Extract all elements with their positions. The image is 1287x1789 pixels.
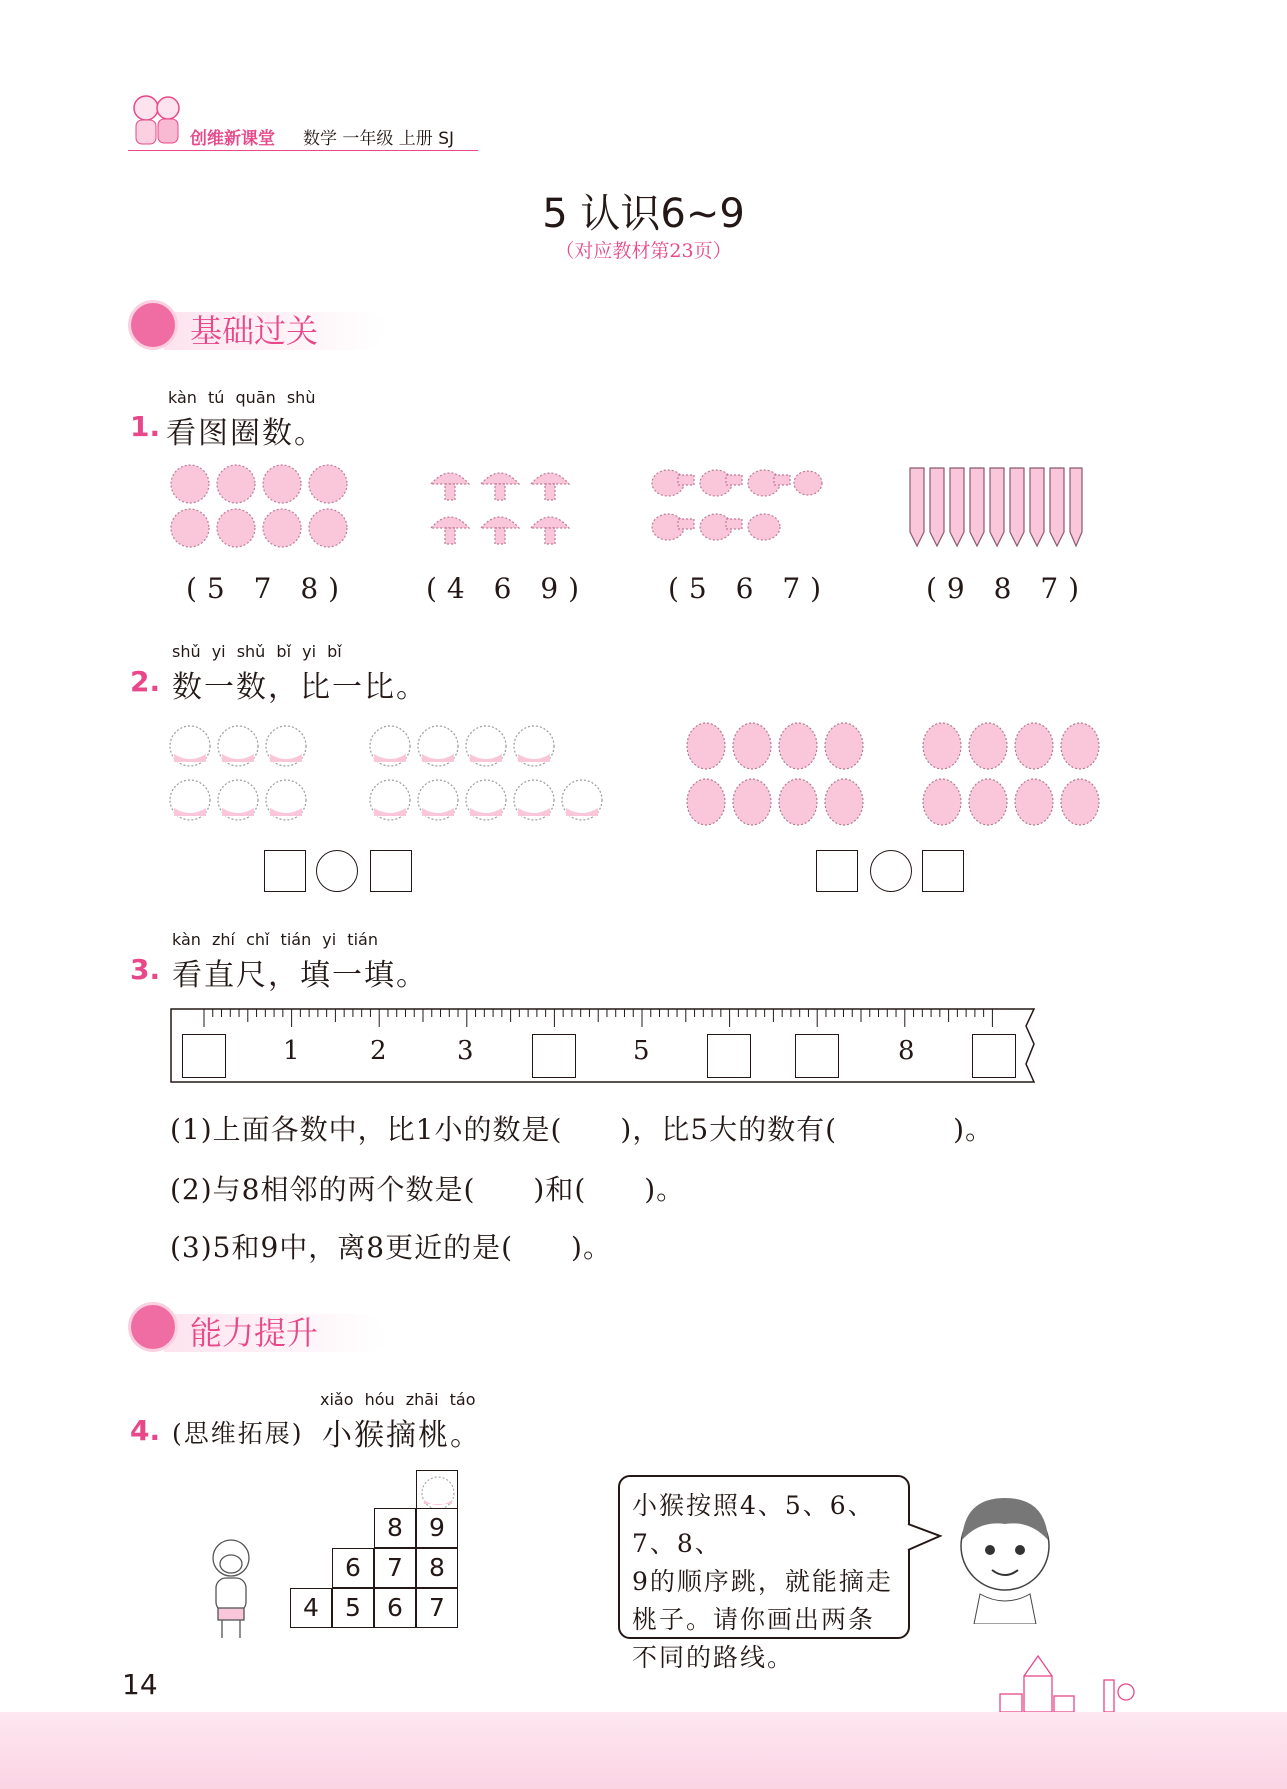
q2-pinyin: shǔ yi shǔ bǐ yi bǐ	[172, 642, 342, 661]
grid-cell[interactable]: 8	[416, 1548, 458, 1588]
pencil-group-icon	[908, 464, 1084, 550]
header-brand: 创维新课堂	[190, 129, 275, 149]
section-advanced	[128, 1302, 388, 1354]
section-basic-label: 基础过关	[190, 312, 319, 350]
grid-cell[interactable]: 6	[374, 1588, 416, 1628]
section-basic	[128, 300, 388, 352]
bubble-line-2: 9的顺序跳，就能摘走	[632, 1567, 893, 1596]
peach-group-right-icon	[366, 718, 606, 828]
q2-left-compare-circle[interactable]	[316, 850, 358, 892]
q2-text: 数一数，比一比。	[172, 670, 428, 705]
pinecone-group-right-icon	[920, 720, 1102, 828]
whistle-group-icon	[650, 465, 830, 549]
q1-choice-4[interactable]: (9 8 7)	[926, 572, 1090, 605]
q2-right-box-2[interactable]	[922, 850, 964, 892]
q2-right-box-1[interactable]	[816, 850, 858, 892]
speech-bubble	[618, 1475, 910, 1672]
page-number: 14	[122, 1668, 158, 1701]
grid-cell[interactable]: 9	[416, 1508, 458, 1548]
header-underline	[128, 150, 478, 151]
boy-icon	[950, 1484, 1060, 1624]
bubble-line-3: 桃子。请你画出两条	[632, 1605, 876, 1634]
q4-pinyin: xiǎo hóu zhāi táo	[320, 1390, 476, 1409]
grid-cell-peach	[416, 1470, 458, 1510]
ruler-label-5: 5	[633, 1036, 650, 1066]
page-subtitle: （对应教材第23页）	[555, 240, 732, 262]
q3-pinyin: kàn zhí chǐ tián yi tián	[172, 930, 378, 949]
grid-cell[interactable]: 6	[332, 1548, 374, 1588]
ruler-label-1: 1	[283, 1036, 300, 1066]
q1-text: 看图圈数。	[166, 416, 326, 451]
grid-cell[interactable]: 5	[332, 1588, 374, 1628]
number-grid	[290, 1470, 460, 1640]
grid-cell[interactable]: 4	[290, 1588, 332, 1628]
q4-text: 小猴摘桃。	[322, 1418, 482, 1453]
q2-left-box-2[interactable]	[370, 850, 412, 892]
ruler-box-9[interactable]	[972, 1034, 1016, 1078]
mushroom-group-icon	[426, 462, 576, 550]
mascot-badge-icon	[128, 1302, 178, 1352]
ruler-box-0[interactable]	[182, 1034, 226, 1078]
grid-cell[interactable]: 8	[374, 1508, 416, 1548]
grid-cell[interactable]: 7	[416, 1588, 458, 1628]
q4-number: 4.	[130, 1414, 161, 1447]
peach-group-left-icon	[168, 718, 312, 828]
q1-choice-2[interactable]: (4 6 9)	[426, 572, 590, 605]
ruler-label-8: 8	[898, 1036, 915, 1066]
monkey-icon	[196, 1536, 266, 1644]
bubble-line-4: 不同的路线。	[632, 1643, 795, 1672]
q1-choice-3[interactable]: (5 6 7)	[668, 572, 832, 605]
ruler-box-6[interactable]	[707, 1034, 751, 1078]
footer-band	[0, 1712, 1287, 1789]
ruler-label-2: 2	[370, 1036, 387, 1066]
q3-sub3: (3)5和9中，离8更近的是( )。	[170, 1231, 612, 1264]
q2-number: 2.	[130, 665, 161, 698]
q1-pinyin: kàn tú quān shù	[168, 388, 316, 407]
q3-text: 看直尺，填一填。	[172, 958, 428, 993]
q3-number: 3.	[130, 953, 161, 986]
pinecone-group-left-icon	[684, 720, 866, 828]
header-subject: 数学 一年级 上册 SJ	[303, 129, 455, 149]
apple-group-icon	[168, 462, 354, 550]
q1-number: 1.	[130, 410, 161, 443]
mascot-badge-icon	[128, 300, 178, 350]
bubble-tail	[906, 1520, 946, 1560]
castle-decoration-icon	[980, 1650, 1140, 1714]
ruler-box-7[interactable]	[795, 1034, 839, 1078]
bubble-line-1: 小猴按照4、5、6、7、8、	[632, 1491, 875, 1558]
q1-choice-1[interactable]: (5 7 8)	[186, 572, 350, 605]
q3-sub1: (1)上面各数中，比1小的数是( )，比5大的数有( )。	[170, 1113, 994, 1146]
header-mascot-icon	[128, 88, 184, 150]
q2-left-box-1[interactable]	[264, 850, 306, 892]
grid-cell[interactable]: 7	[374, 1548, 416, 1588]
page-title: 5 认识6~9	[542, 191, 745, 237]
section-advanced-label: 能力提升	[190, 1314, 319, 1352]
q2-right-compare-circle[interactable]	[870, 850, 912, 892]
ruler-label-3: 3	[457, 1036, 474, 1066]
q4-tag: (思维拓展)	[172, 1419, 304, 1448]
q3-sub2: (2)与8相邻的两个数是( )和( )。	[170, 1173, 686, 1206]
ruler-box-4[interactable]	[532, 1034, 576, 1078]
